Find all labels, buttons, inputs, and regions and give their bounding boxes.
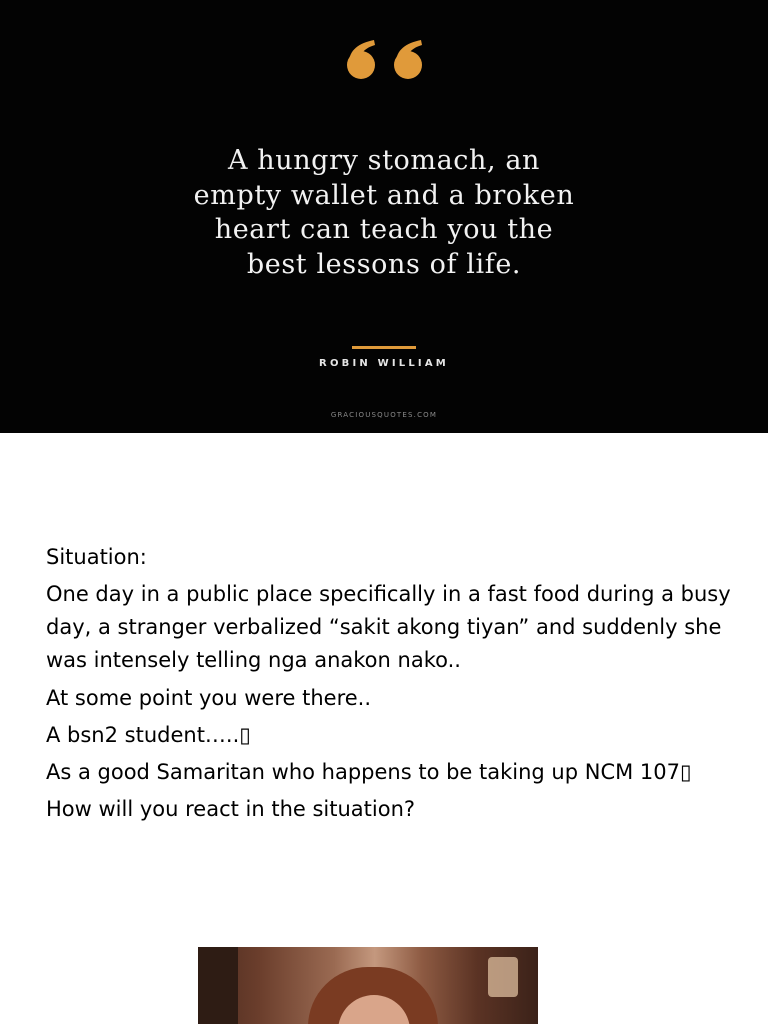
quote-text [84,144,684,282]
quote-line: heart can teach you the [214,214,554,245]
quote-divider [352,346,416,349]
quote-watermark: GRACIOUSQUOTES.COM [330,411,438,419]
situation-line: As a good Samaritan who happens to be taking up NCM 107▯ [46,760,692,784]
quote-line: best lessons of life. [246,248,522,280]
situation-heading: Situation: [46,545,147,569]
quote-line: empty wallet and a broken [193,179,575,211]
quote-author: ROBIN WILLIAM [319,358,449,369]
situation-paragraph: One day in a public place specifically in a fast food during a busy day, a stranger verbalized “sakit akong tiyan” and suddenly she was intensely telling nga anakon nako.. [46,582,731,672]
slide-body [46,541,736,830]
photo-background-lamp [488,957,518,997]
situation-line: At some point you were there.. [46,686,372,710]
photo-background-shelf [198,947,238,1024]
quote-line: A hungry stomach, an [227,145,541,176]
photo [198,947,538,1024]
quote-marks-icon [334,38,434,80]
situation-line: A bsn2 student…..▯ [46,723,251,747]
situation-question: How will you react in the situation? [46,797,416,821]
quote-image [0,0,768,433]
